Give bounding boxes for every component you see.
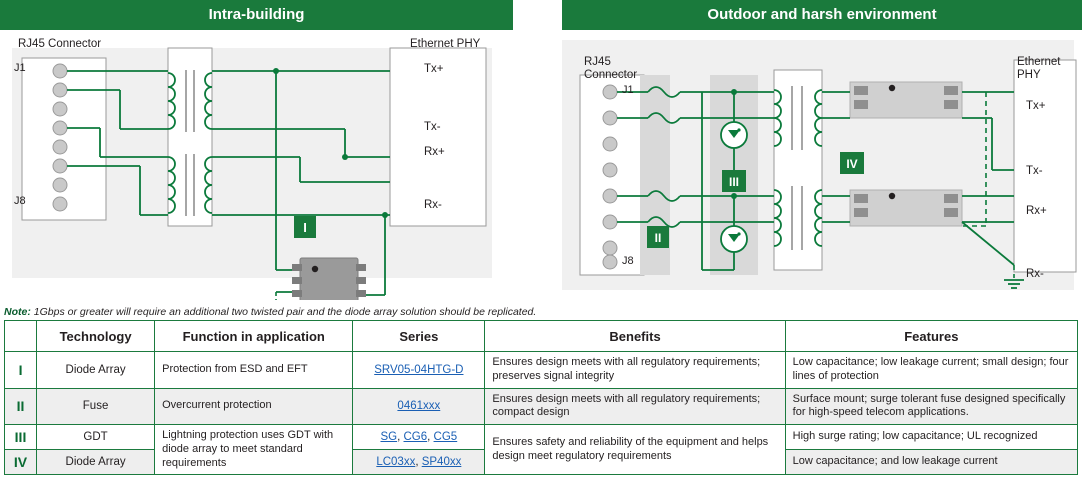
right-tx-plus-label: Tx+ (1026, 100, 1046, 112)
summary-table (4, 320, 1078, 475)
series-link[interactable]: 0461xxx (397, 400, 441, 413)
left-rx-plus-label: Rx+ (424, 146, 445, 158)
series-link[interactable]: SRV05-04HTG-D (374, 363, 464, 376)
row-roman: III (5, 425, 37, 450)
row-series: LC03xx, SP40xx (353, 450, 485, 475)
right-rx-minus-label: Rx- (1026, 268, 1044, 280)
series-link[interactable]: CG5 (433, 431, 458, 444)
table-header-row (5, 321, 1078, 352)
table-row (5, 425, 1078, 450)
left-j1-label: J1 (14, 62, 26, 74)
row-technology: Diode Array (37, 352, 155, 389)
row-technology: GDT (37, 425, 155, 450)
row-technology: Fuse (37, 388, 155, 425)
row-features: High surge rating; low capacitance; UL recognized (785, 425, 1077, 450)
left-j8-label: J8 (14, 195, 26, 207)
row-series: SG, CG6, CG5 (353, 425, 485, 450)
row-roman: IV (5, 450, 37, 475)
row-function: Overcurrent protection (155, 388, 353, 425)
row-roman: II (5, 388, 37, 425)
row-benefits: Ensures design meets with all regulatory requirements; preserves signal integrity (485, 352, 785, 389)
right-phy-label (1017, 56, 1060, 82)
row-series (353, 388, 485, 425)
series-link[interactable]: SG (380, 431, 398, 444)
left-panel-title: Intra-building (0, 0, 513, 30)
right-rj45-label (584, 56, 637, 82)
row-series (353, 352, 485, 389)
header-series: Series (353, 321, 485, 352)
header-function: Function in application (155, 321, 353, 352)
svg-text:III: III (728, 175, 740, 189)
right-j1-label: J1 (622, 84, 634, 96)
header-roman (5, 321, 37, 352)
row-roman: I (5, 352, 37, 389)
footnote-label: Note: (4, 306, 31, 318)
right-panel-title: Outdoor and harsh environment (562, 0, 1082, 30)
outdoor-harsh-panel (562, 0, 1082, 300)
series-link[interactable]: SP40xx (421, 456, 462, 469)
right-rx-plus-label: Rx+ (1026, 205, 1047, 217)
right-rj45-label-line1: RJ45 (584, 56, 611, 68)
left-rx-minus-label: Rx- (424, 199, 442, 211)
footnote (4, 306, 1074, 318)
row-features: Surface mount; surge tolerant fuse designed specifically for high-speed telecom applications. (785, 388, 1077, 425)
row-features: Low capacitance; and low leakage current (785, 450, 1077, 475)
table-row (5, 388, 1078, 425)
right-phy-label-line1: Ethernet (1017, 56, 1061, 68)
header-benefits: Benefits (485, 321, 785, 352)
series-link[interactable]: CG6 (403, 431, 428, 444)
svg-text:II: II (654, 231, 662, 245)
header-features: Features (785, 321, 1077, 352)
row-benefits: Ensures safety and reliability of the equipment and helps design meet regulatory requirements (485, 425, 785, 475)
svg-text:I: I (303, 220, 307, 235)
right-phy-label-line2: PHY (1017, 69, 1041, 81)
row-function: Protection from ESD and EFT (155, 352, 353, 389)
left-tx-minus-label: Tx- (424, 121, 441, 133)
row-function: Lightning protection uses GDT with diode array to meet standard requirements (155, 425, 353, 475)
left-tx-plus-label: Tx+ (424, 63, 444, 75)
footnote-text: 1Gbps or greater will require an additional two twisted pair and the diode array solution should be replicated. (30, 306, 537, 318)
outdoor-harsh-diagram (562, 30, 1082, 300)
series-link[interactable]: LC03xx (376, 456, 416, 469)
table-row (5, 352, 1078, 389)
left-rj45-label: RJ45 Connector (18, 38, 102, 50)
right-rj45-label-line2: Connector (584, 69, 638, 81)
right-j8-label: J8 (622, 255, 634, 267)
intra-building-panel (0, 0, 513, 300)
row-benefits: Ensures design meets with all regulatory requirements; compact design (485, 388, 785, 425)
right-tx-minus-label: Tx- (1026, 165, 1043, 177)
left-phy-label: Ethernet PHY (410, 38, 481, 50)
svg-text:IV: IV (846, 157, 858, 171)
row-technology: Diode Array (37, 450, 155, 475)
header-technology: Technology (37, 321, 155, 352)
row-features: Low capacitance; low leakage current; small design; four lines of protection (785, 352, 1077, 389)
